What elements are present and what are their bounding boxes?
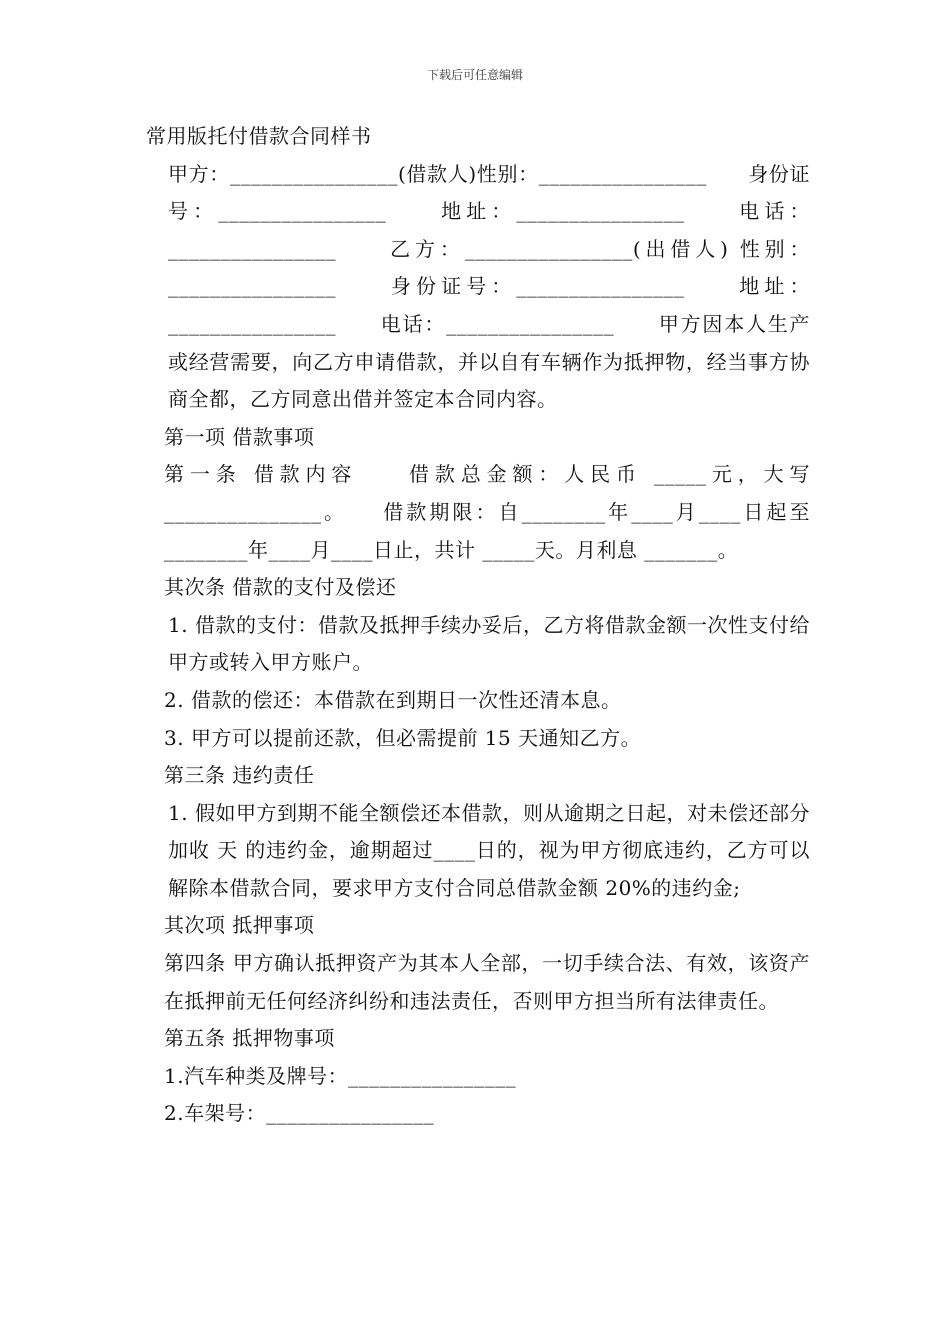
section-heading-mortgage: 其次项 抵押事项 [164, 913, 315, 938]
page-header-note: 下载后可任意编辑 [426, 68, 523, 82]
article-5-heading: 第五条 抵押物事项 [164, 1026, 335, 1051]
article-5-clause-1: 1.汽车种类及牌号：________________ [164, 1063, 517, 1088]
article-1-loan-content: 第一条 借款内容 借款总金额：人民币 _____元，大写 _______________。 借款期限：自________年____月____日起至________年____月____日止，共计 _____天。月利息 _______。 [164, 462, 810, 562]
document-title: 常用版托付借款合同样书 [146, 124, 372, 148]
document-body [146, 118, 810, 1133]
article-2-heading: 其次条 借款的支付及偿还 [164, 575, 397, 600]
parties-paragraph: 甲方：________________(借款人)性别：________________ 身份证号：________________ 地址：________________ 电话：________________ 乙方：________________(出借人) 性别：________________ 身份证号：________________ 地址：________________ 电话：________________ 甲方因本人生产或经营需要，向乙方申请借款，并以自有车辆作为抵押物，经当事方协商全都，乙方同意出借并签定本合同内容。 [168, 161, 810, 412]
article-2-clause-1: 1. 借款的支付：借款及抵押手续办妥后，乙方将借款金额一次性支付给甲方或转入甲方账户。 [168, 612, 810, 675]
article-3-heading: 第三条 违约责任 [164, 763, 315, 788]
article-2-clause-3: 3. 甲方可以提前还款，但必需提前 15 天通知乙方。 [164, 725, 642, 750]
article-4: 第四条 甲方确认抵押资产为其本人全部，一切手续合法、有效，该资产在抵押前无任何经济纠纷和违法责任，否则甲方担当所有法律责任。 [164, 951, 810, 1013]
article-2-clause-2: 2. 借款的偿还：本借款在到期日一次性还清本息。 [164, 687, 622, 712]
article-3-clause-1: 1. 假如甲方到期不能全额偿还本借款，则从逾期之日起，对未偿还部分加收 天 的违约金，逾期超过____日的，视为甲方彻底违约，乙方可以解除本借款合同，要求甲方支付合同总借款金额 20%的违约金; [168, 800, 810, 900]
section-heading-loan: 第一项 借款事项 [164, 424, 315, 449]
article-5-clause-2: 2.车架号：________________ [164, 1101, 435, 1126]
